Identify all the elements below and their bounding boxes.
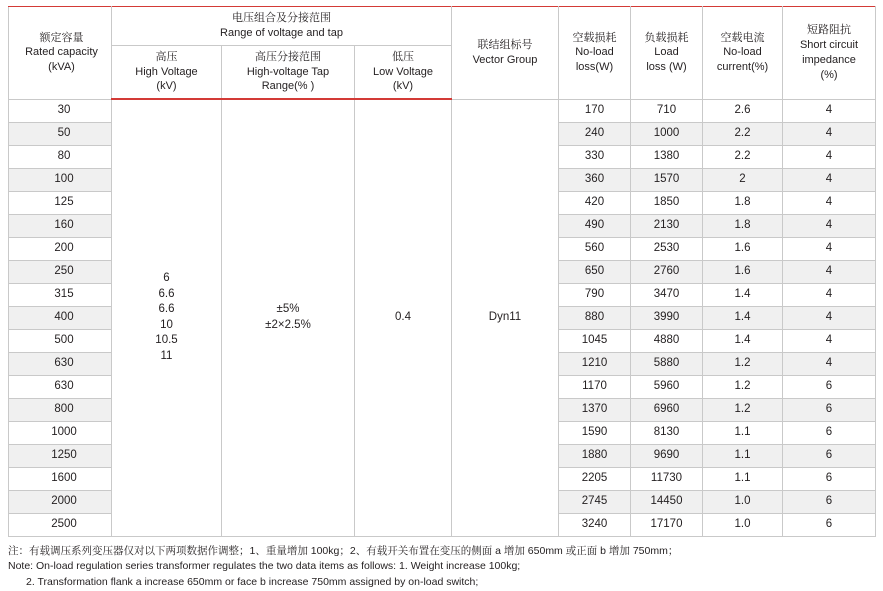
cell-no-load-loss: 330 (559, 145, 631, 168)
footnote-en-1: Note: On-load regulation series transformer regulates the two data items as follows: 1. Weight increase 100kg; (8, 560, 521, 573)
header-load-loss: 负载损耗 Load loss (W) (631, 7, 703, 100)
cell-load-loss: 2530 (631, 237, 703, 260)
cell-no-load-loss: 1880 (559, 444, 631, 467)
high-voltage-value: 10 (160, 318, 173, 331)
cell-no-load-current: 1.2 (703, 398, 783, 421)
cell-no-load-current: 1.1 (703, 467, 783, 490)
cell-short-circuit-impedance: 6 (783, 375, 876, 398)
cell-no-load-loss: 1590 (559, 421, 631, 444)
transformer-spec-table (8, 6, 876, 537)
cell-rated-capacity: 2000 (9, 490, 112, 513)
cell-rated-capacity: 500 (9, 329, 112, 352)
cell-load-loss: 17170 (631, 513, 703, 536)
table-header (9, 7, 876, 100)
cell-no-load-loss: 1045 (559, 329, 631, 352)
header-vector-group: 联结组标号 Vector Group (452, 7, 559, 100)
cell-rated-capacity: 30 (9, 99, 112, 122)
high-voltage-value: 10.5 (155, 334, 178, 347)
cell-rated-capacity: 630 (9, 375, 112, 398)
cell-no-load-loss: 170 (559, 99, 631, 122)
cell-load-loss: 2130 (631, 214, 703, 237)
cell-no-load-loss: 1170 (559, 375, 631, 398)
cell-no-load-current: 1.0 (703, 490, 783, 513)
cell-load-loss: 1570 (631, 168, 703, 191)
cell-short-circuit-impedance: 4 (783, 260, 876, 283)
cell-no-load-current: 1.4 (703, 329, 783, 352)
header-rated-capacity: 额定容量 Rated capacity (kVA) (9, 7, 112, 100)
high-voltage-value: 6.6 (158, 287, 175, 300)
cell-no-load-loss: 420 (559, 191, 631, 214)
tap-range-value: ±2×2.5% (265, 318, 311, 331)
cell-tap-range-values (222, 99, 355, 536)
cell-load-loss: 6960 (631, 398, 703, 421)
cell-load-loss: 11730 (631, 467, 703, 490)
cell-load-loss: 4880 (631, 329, 703, 352)
header-low-voltage: 低压 Low Voltage (kV) (355, 45, 452, 99)
header-tap-range: 高压分接范围 High-voltage Tap Range(% ) (222, 45, 355, 99)
cell-no-load-current: 1.4 (703, 283, 783, 306)
cell-load-loss: 710 (631, 99, 703, 122)
cell-rated-capacity: 1250 (9, 444, 112, 467)
cell-load-loss: 5880 (631, 352, 703, 375)
cell-short-circuit-impedance: 4 (783, 329, 876, 352)
cell-short-circuit-impedance: 6 (783, 513, 876, 536)
cell-rated-capacity: 1600 (9, 467, 112, 490)
cell-no-load-loss: 560 (559, 237, 631, 260)
cell-no-load-current: 2.2 (703, 122, 783, 145)
cell-rated-capacity: 80 (9, 145, 112, 168)
footnote-en-2: 2. Transformation flank a increase 650mm or face b increase 750mm assigned by on-load switch; (26, 576, 479, 589)
cell-short-circuit-impedance: 4 (783, 214, 876, 237)
cell-short-circuit-impedance: 4 (783, 122, 876, 145)
cell-rated-capacity: 315 (9, 283, 112, 306)
cell-short-circuit-impedance: 4 (783, 237, 876, 260)
cell-no-load-loss: 490 (559, 214, 631, 237)
footnote-zh: 注：有载调压系列变压器仅对以下两项数据作调整；1、重量增加 100kg；2、有载开关布置在变压的侧面 a 增加 650mm 或正面 b 增加 750mm； (8, 544, 679, 557)
cell-rated-capacity: 160 (9, 214, 112, 237)
cell-no-load-current: 1.2 (703, 375, 783, 398)
cell-short-circuit-impedance: 4 (783, 168, 876, 191)
cell-no-load-current: 2.2 (703, 145, 783, 168)
cell-no-load-current: 1.6 (703, 260, 783, 283)
cell-no-load-loss: 650 (559, 260, 631, 283)
cell-short-circuit-impedance: 4 (783, 306, 876, 329)
cell-no-load-loss: 2745 (559, 490, 631, 513)
cell-high-voltage-values (112, 99, 222, 536)
cell-rated-capacity: 125 (9, 191, 112, 214)
header-voltage-group: 电压组合及分接范围 Range of voltage and tap (112, 7, 452, 46)
cell-no-load-loss: 790 (559, 283, 631, 306)
cell-short-circuit-impedance: 4 (783, 191, 876, 214)
cell-short-circuit-impedance: 6 (783, 398, 876, 421)
cell-no-load-current: 1.6 (703, 237, 783, 260)
cell-no-load-current: 2.6 (703, 99, 783, 122)
cell-no-load-current: 1.1 (703, 444, 783, 467)
cell-no-load-loss: 360 (559, 168, 631, 191)
table-row (9, 99, 876, 122)
cell-no-load-loss: 3240 (559, 513, 631, 536)
cell-load-loss: 8130 (631, 421, 703, 444)
cell-rated-capacity: 630 (9, 352, 112, 375)
cell-no-load-loss: 1210 (559, 352, 631, 375)
high-voltage-value: 6.6 (158, 303, 175, 316)
header-short-circuit-impedance: 短路阻抗 Short circuit impedance (%) (783, 7, 876, 100)
cell-short-circuit-impedance: 4 (783, 99, 876, 122)
cell-short-circuit-impedance: 4 (783, 283, 876, 306)
table-body (9, 99, 876, 536)
cell-short-circuit-impedance: 4 (783, 145, 876, 168)
cell-low-voltage-value: 0.4 (355, 99, 452, 536)
cell-load-loss: 1380 (631, 145, 703, 168)
tap-range-value: ±5% (276, 303, 300, 316)
cell-short-circuit-impedance: 6 (783, 444, 876, 467)
cell-load-loss: 3470 (631, 283, 703, 306)
cell-vector-group-value: Dyn11 (452, 99, 559, 536)
header-no-load-current: 空载电流 No-load current(%) (703, 7, 783, 100)
cell-short-circuit-impedance: 6 (783, 421, 876, 444)
cell-rated-capacity: 800 (9, 398, 112, 421)
cell-load-loss: 2760 (631, 260, 703, 283)
header-high-voltage: 高压 High Voltage (kV) (112, 45, 222, 99)
cell-no-load-current: 2 (703, 168, 783, 191)
cell-no-load-current: 1.8 (703, 191, 783, 214)
cell-load-loss: 1000 (631, 122, 703, 145)
high-voltage-value: 11 (160, 350, 173, 362)
cell-no-load-current: 1.0 (703, 513, 783, 536)
cell-load-loss: 14450 (631, 490, 703, 513)
cell-load-loss: 5960 (631, 375, 703, 398)
cell-no-load-current: 1.8 (703, 214, 783, 237)
cell-no-load-loss: 1370 (559, 398, 631, 421)
cell-no-load-loss: 240 (559, 122, 631, 145)
header-no-load-loss: 空载损耗 No-load loss(W) (559, 7, 631, 100)
cell-load-loss: 3990 (631, 306, 703, 329)
cell-load-loss: 9690 (631, 444, 703, 467)
cell-no-load-current: 1.1 (703, 421, 783, 444)
cell-no-load-loss: 880 (559, 306, 631, 329)
cell-no-load-current: 1.4 (703, 306, 783, 329)
cell-rated-capacity: 2500 (9, 513, 112, 536)
cell-no-load-current: 1.2 (703, 352, 783, 375)
cell-short-circuit-impedance: 4 (783, 352, 876, 375)
cell-load-loss: 1850 (631, 191, 703, 214)
cell-short-circuit-impedance: 6 (783, 490, 876, 513)
cell-rated-capacity: 250 (9, 260, 112, 283)
cell-rated-capacity: 200 (9, 237, 112, 260)
cell-rated-capacity: 400 (9, 306, 112, 329)
cell-rated-capacity: 100 (9, 168, 112, 191)
cell-short-circuit-impedance: 6 (783, 467, 876, 490)
cell-no-load-loss: 2205 (559, 467, 631, 490)
cell-rated-capacity: 1000 (9, 421, 112, 444)
footnotes (8, 544, 875, 591)
high-voltage-value: 6 (163, 272, 170, 285)
cell-rated-capacity: 50 (9, 122, 112, 145)
